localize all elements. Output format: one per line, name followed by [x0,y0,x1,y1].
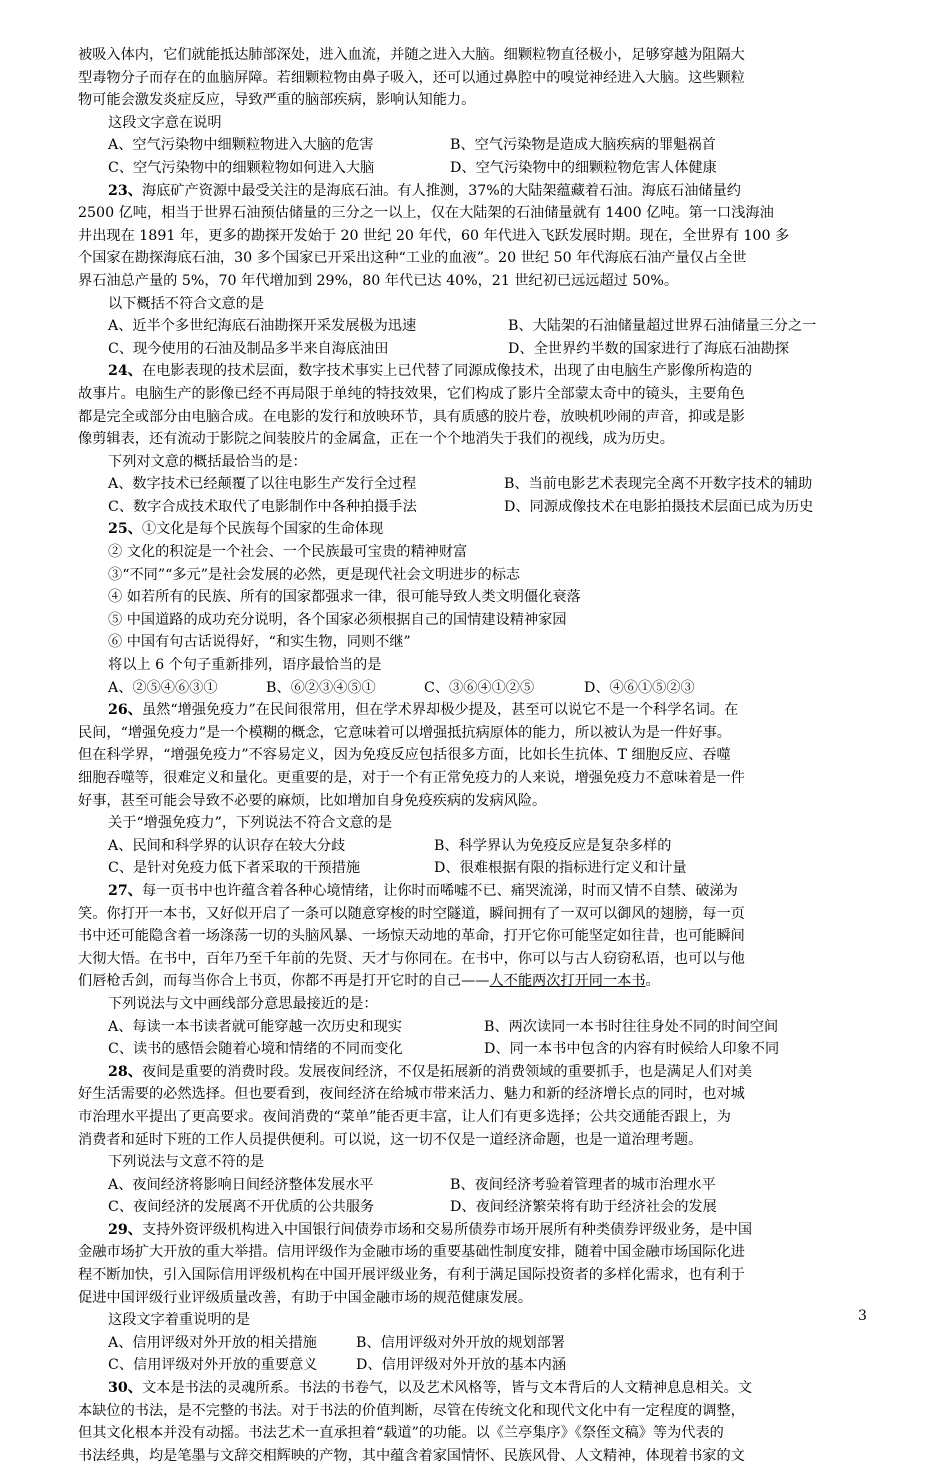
question-stem: 关于“增强免疫力”，下列说法不符合文意的是 [108,815,393,832]
passage-line: 26、虽然“增强免疫力”在民间很常用，但在学术界却极少提及，甚至可以说它不是一个科学名词。在 [108,702,739,719]
passage-line: 30、文本是书法的灵魂所系。书法的书卷气，以及艺术风格等，皆与文本背后的人文精神息息相关。文 [108,1380,753,1397]
passage-line: 23、海底矿产资源中最受关注的是海底石油。有人推测，37%的大陆架蕴藏着石油。海底石油储量约 [108,182,741,199]
exam-page [78,44,872,1467]
passage-line: 像剪辑表，还有流动于影院之间装胶片的金属盒，正在一个个地消失于我们的视线，成为历史。 [78,431,674,448]
option-d: D、很难根据有限的指标进行定义和计量 [434,860,687,877]
option-c: C、夜间经济的发展离不开优质的公共服务 [108,1199,375,1216]
sentence-line: ③“不同”“多元”是社会发展的必然，更是现代社会文明进步的标志 [108,566,521,583]
option-a: A、每读一本书读者就可能穿越一次历史和现实 [108,1018,402,1035]
passage-line: 大彻大悟。在书中，百年乃至千年前的先贤、天才与你同在。在书中，你可以与古人窃窃私语，也可以与他 [78,950,745,967]
question-number: 28、 [108,1063,142,1080]
option-b: B、⑥②③④⑤① [266,679,376,696]
passage-line: 29、支持外资评级机构进入中国银行间债券市场和交易所债券市场开展所有种类债券评级业务，是中国 [108,1221,753,1238]
question-number: 27、 [108,882,142,899]
passage-line: 本缺位的书法，是不完整的书法。对于书法的价值判断，尽管在传统文化和现代文化中有一定程度的调整， [78,1402,745,1419]
passage-line: 好生活需要的必然选择。但也要看到，夜间经济在给城市带来活力、魅力和新的经济增长点的同时，也对城 [78,1086,745,1103]
passage-line: 书法经典，均是笔墨与文辞交相辉映的产物，其中蕴含着家国情怀、民族风骨、人文精神，体现着书家的文 [78,1447,745,1464]
option-a: A、近半个多世纪海底石油勘探开采发展极为迅速 [108,318,417,335]
option-a: A、数字技术已经颠覆了以往电影生产发行全过程 [108,476,417,493]
options-row [78,835,872,858]
passage-line: 2500 亿吨，相当于世界石油预估储量的三分之一以上，仅在大陆架的石油储量就有 1400 亿吨。第一口浅海油 [78,205,774,222]
options-row [78,473,872,496]
option-c: C、信用评级对外开放的重要意义 [108,1357,318,1374]
options-row [78,857,872,880]
option-b: B、信用评级对外开放的规划部署 [356,1334,566,1351]
question-number: 29、 [108,1221,142,1238]
passage-line: 市治理水平提出了更高要求。夜间消费的“菜单”能否更丰富，让人们有更多选择；公共交通能否跟上，为 [78,1108,731,1125]
passage-line: 型毒物分子而存在的血脑屏障。若细颗粒物由鼻子吸入，还可以通过鼻腔中的嗅觉神经进入大脑。这些颗粒 [78,69,745,86]
page-number: 3 [858,1308,867,1324]
passage-line: 个国家在勘探海底石油，30 多个国家已开采出这种“工业的血液”。20 世纪 50 年代海底石油产量仅占全世 [78,250,747,267]
question-number: 30、 [108,1380,142,1397]
options-row [78,157,872,180]
option-b: B、夜间经济考验着管理者的城市治理水平 [450,1176,716,1193]
passage-line: 消费者和延时下班的工作人员提供便利。可以说，这一切不仅是一道经济命题，也是一道治理考题。 [78,1131,703,1148]
passage-line: 28、夜间是重要的消费时段。发展夜间经济，不仅是拓展新的消费领域的重要抓手，也是满足人们对美 [108,1063,753,1080]
options-row [78,1174,872,1197]
option-c: C、数字合成技术取代了电影制作中各种拍摄手法 [108,498,417,515]
passage-line: 笑。你打开一本书，又好似开启了一条可以随意穿梭的时空隧道，瞬间拥有了一双可以御风的翅膀，每一页 [78,905,745,922]
option-d: D、同一本书中包含的内容有时候给人印象不同 [484,1041,780,1058]
option-d: D、空气污染物中的细颗粒物危害人体健康 [450,159,717,176]
passage-line: 被吸入体内，它们就能抵达肺部深处，进入血流，并随之进入大脑。细颗粒物直径极小，足够穿越为阻隔大 [78,47,745,63]
question-stem: 以下概括不符合文意的是 [108,295,265,312]
options-row [78,1016,872,1039]
option-a: A、夜间经济将影响日间经济整体发展水平 [108,1176,374,1193]
options-row [78,1196,872,1219]
passage-line: 24、在电影表现的技术层面，数字技术事实上已代替了同源成像技术，出现了由电脑生产影像所构造的 [108,363,753,380]
option-d: D、信用评级对外开放的基本内涵 [356,1357,567,1374]
options-row [78,1354,872,1377]
passage-line: 书中还可能隐含着一场涤荡一切的头脑风暴、一场惊天动地的革命，打开它你可能坚定如往昔，也可能瞬间 [78,928,745,945]
options-row [78,338,872,361]
options-row [78,134,872,157]
option-d: D、全世界约半数的国家进行了海底石油勘探 [508,340,789,357]
question-stem: 下列对文意的概括最恰当的是： [108,453,307,470]
passage-line: 好事，甚至可能会导致不必要的麻烦，比如增加自身免疫疾病的发病风险。 [78,792,547,809]
option-c: C、③⑥④①②⑤ [424,679,535,696]
option-a: A、空气污染物中细颗粒物进入大脑的危害 [108,137,374,154]
passage-line: 促进中国评级行业评级质量改善，有助于中国金融市场的规范健康发展。 [78,1289,533,1306]
option-b: B、空气污染物是造成大脑疾病的罪魁祸首 [450,137,716,154]
options-row [78,1332,872,1355]
options-row [78,496,872,519]
passage-line: 故事片。电脑生产的影像已经不再局限于单纯的特技效果，它们构成了影片全部蒙太奇中的镜头，主要角色 [78,385,745,402]
question-number: 24、 [108,363,142,380]
option-d: D、同源成像技术在电影拍摄技术层面已成为历史 [504,498,814,515]
question-stem: 下列说法与文中画线部分意思最接近的是： [108,995,378,1012]
passage-line: 但其文化根本并没有动摇。书法艺术一直承担着“载道”的功能。以《兰亭集序》《祭侄文稿》等为代表的 [78,1425,724,1442]
passage-line: 界石油总产量的 5%，70 年代增加到 29%，80 年代已达 40%，21 世纪初已远远超过 50%。 [78,272,679,289]
sentence-line: 25、①文化是每个民族每个国家的生命体现 [108,521,384,538]
options-row [78,1038,872,1061]
option-d: D、夜间经济繁荣将有助于经济社会的发展 [450,1199,717,1216]
passage-line: 程不断加快，引入国际信用评级机构在中国开展评级业务，有利于满足国际投资者的多样化需求，也有利于 [78,1267,745,1284]
option-a: A、民间和科学界的认识存在较大分歧 [108,837,346,854]
option-a: A、②⑤④⑥③① [108,679,218,696]
option-c: C、是针对免疫力低下者采取的干预措施 [108,860,361,877]
sentence-line: ⑥ 中国有句古话说得好，“和实生物，同则不继” [108,634,411,651]
option-c: C、现今使用的石油及制品多半来自海底油田 [108,340,389,357]
underlined-phrase: 人不能两次打开同一本书 [489,973,646,990]
passage-line: 细胞吞噬等，很难定义和量化。更重要的是，对于一个有正常免疫力的人来说，增强免疫力不意味着是一件 [78,770,745,786]
options-row [78,677,872,700]
passage-line: 物可能会激发炎症反应，导致严重的脑部疾病，影响认知能力。 [78,92,476,109]
passage-line: 民间，“增强免疫力”是一个模糊的概念，它意味着可以增强抵抗病原体的能力，所以被认为是一件好事。 [78,724,731,741]
option-d: D、④⑥①⑤②③ [584,679,695,696]
question-stem: 这段文字着重说明的是 [108,1312,250,1329]
question-number: 26、 [108,702,142,719]
option-b: B、科学界认为免疫反应是复杂多样的 [434,837,672,854]
option-b: B、两次读同一本书时往往身处不同的时间空间 [484,1018,779,1035]
question-number: 25、 [108,521,142,538]
sentence-line: ② 文化的积淀是一个社会、一个民族最可宝贵的精神财富 [108,544,468,561]
question-number: 23、 [108,182,142,199]
question-stem: 将以上 6 个句子重新排列，语序最恰当的是 [108,657,382,674]
option-a: A、信用评级对外开放的相关措施 [108,1334,317,1351]
options-row [78,315,872,338]
sentence-line: ④ 如若所有的民族、所有的国家都强求一律，很可能导致人类文明僵化衰落 [108,589,581,606]
passage-line: 金融市场扩大开放的重大举措。信用评级作为金融市场的重要基础性制度安排，随着中国金融市场国际化进 [78,1244,745,1261]
question-stem: 下列说法与文意不符的是 [108,1154,265,1171]
question-stem: 这段文字意在说明 [108,114,222,131]
option-b: B、当前电影艺术表现完全离不开数字技术的辅助 [504,476,813,493]
passage-line: 井出现在 1891 年，更多的勘探开发始于 20 世纪 20 年代，60 年代进入飞跃发展时期。现在，全世界有 100 多 [78,227,790,244]
passage-line: 但在科学界，“增强免疫力”不容易定义，因为免疫反应包括很多方面，比如长生抗体、T 细胞反应、吞噬 [78,747,731,764]
sentence-line: ⑤ 中国道路的成功充分说明，各个国家必须根据自己的国情建设精神家园 [108,611,567,628]
passage-line: 们唇枪舌剑，而每当你合上书页，你都不再是打开它时的自己——人不能两次打开同一本书。 [78,973,660,990]
option-c: C、读书的感悟会随着心境和情绪的不同而变化 [108,1041,403,1058]
passage-line: 都是完全或部分由电脑合成。在电影的发行和放映环节，具有质感的胶片卷，放映机吵闹的声音，抑或是影 [78,408,745,425]
option-b: B、大陆架的石油储量超过世界石油储量三分之一 [508,318,817,335]
passage-line: 27、每一页书中也许蕴含着各种心境情绪，让你时而唏嘘不已、痛哭流涕，时而又情不自禁、破涕为 [108,882,738,899]
option-c: C、空气污染物中的细颗粒物如何进入大脑 [108,159,375,176]
